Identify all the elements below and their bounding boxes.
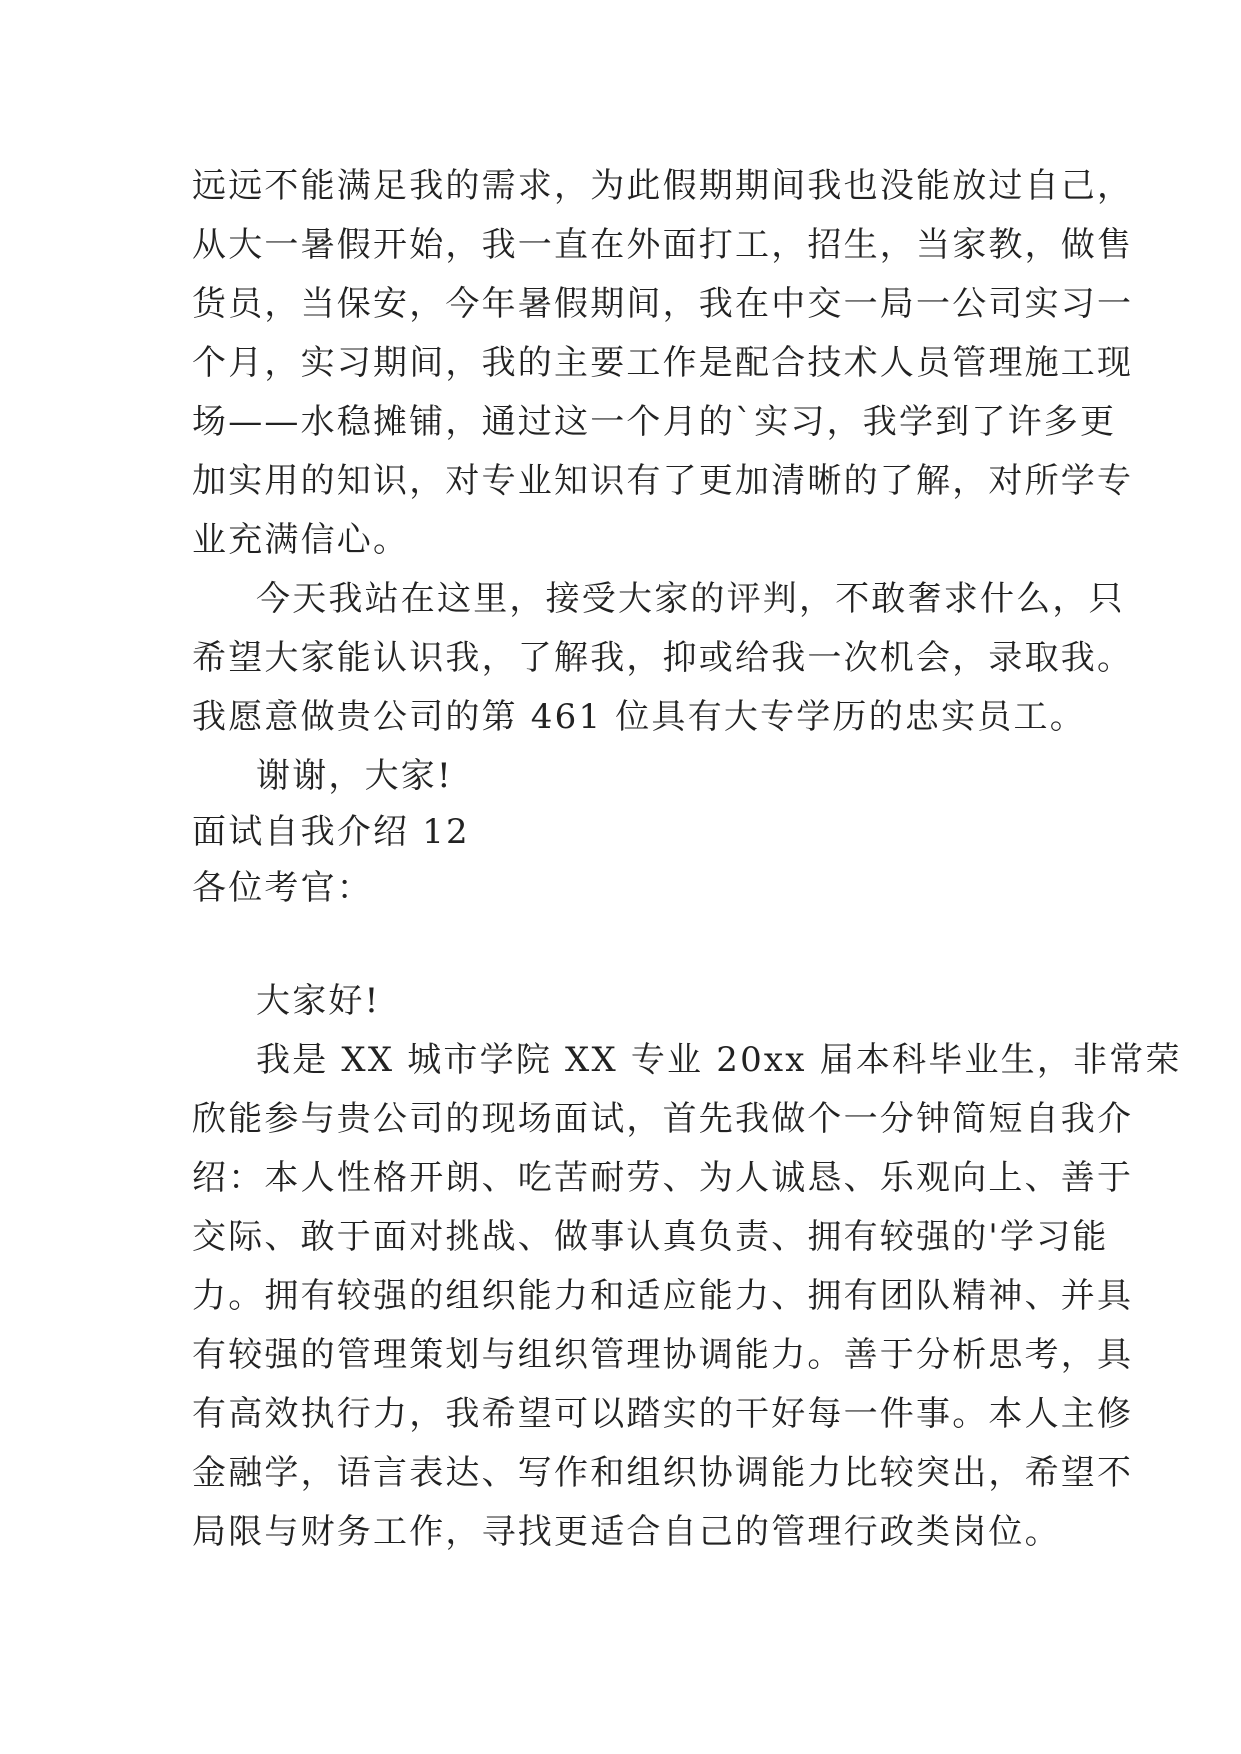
section-title: 面试自我介绍 12 <box>192 812 470 852</box>
paragraph-line: 交际、敢于面对挑战、做事认真负责、拥有较强的'学习能 <box>192 1217 1109 1257</box>
closing-line: 谢谢，大家! <box>256 756 453 796</box>
paragraph-line: 金融学，语言表达、写作和组织协调能力比较突出，希望不 <box>192 1453 1134 1493</box>
paragraph-line: 我愿意做贵公司的第 461 位具有大专学历的忠实员工。 <box>192 697 1086 737</box>
paragraph-line: 有较强的管理策划与组织管理协调能力。善于分析思考，具 <box>192 1335 1134 1375</box>
paragraph-line: 业充满信心。 <box>192 520 410 560</box>
paragraph-line: 货员，当保安，今年暑假期间，我在中交一局一公司实习一 <box>192 284 1134 324</box>
paragraph-line: 加实用的知识，对专业知识有了更加清晰的了解，对所学专 <box>192 461 1134 501</box>
paragraph-line: 场——水稳摊铺，通过这一个月的`实习，我学到了许多更 <box>192 402 1117 442</box>
paragraph-line: 局限与财务工作，寻找更适合自己的管理行政类岗位。 <box>192 1512 1061 1552</box>
paragraph-line: 希望大家能认识我，了解我，抑或给我一次机会，录取我。 <box>192 638 1134 678</box>
salutation: 各位考官： <box>192 868 373 908</box>
paragraph-line: 有高效执行力，我希望可以踏实的干好每一件事。本人主修 <box>192 1394 1134 1434</box>
greeting: 大家好! <box>256 981 381 1021</box>
paragraph-line: 绍：本人性格开朗、吃苦耐劳、为人诚恳、乐观向上、善于 <box>192 1158 1134 1198</box>
paragraph-line: 欣能参与贵公司的现场面试，首先我做个一分钟简短自我介 <box>192 1099 1134 1139</box>
paragraph-line: 今天我站在这里，接受大家的评判，不敢奢求什么，只 <box>256 579 1125 619</box>
paragraph-line: 远远不能满足我的需求，为此假期期间我也没能放过自己， <box>192 166 1134 206</box>
paragraph-line: 力。拥有较强的组织能力和适应能力、拥有团队精神、并具 <box>192 1276 1134 1316</box>
paragraph-line: 从大一暑假开始，我一直在外面打工，招生，当家教，做售 <box>192 225 1134 265</box>
paragraph-line: 个月，实习期间，我的主要工作是配合技术人员管理施工现 <box>192 343 1134 383</box>
paragraph-line: 我是 XX 城市学院 XX 专业 20xx 届本科毕业生，非常荣 <box>256 1040 1182 1080</box>
